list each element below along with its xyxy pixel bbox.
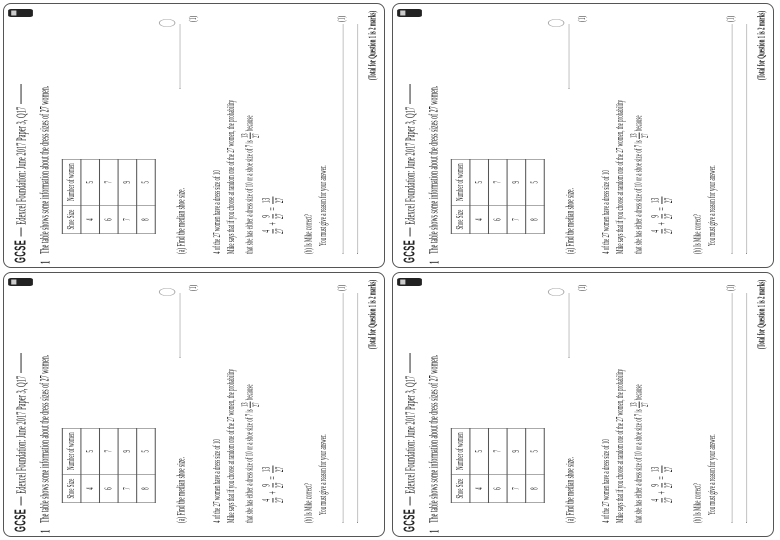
part-a-marks: (1) (187, 285, 200, 291)
table-cell: 7 (100, 428, 119, 474)
plus-sign: + (654, 491, 669, 495)
fraction (260, 229, 286, 235)
table-cell: 7 (118, 205, 137, 233)
para-line: 4 of the 27 women have a dress size of 10 (600, 439, 612, 523)
header-rule (21, 353, 22, 373)
answer-line-b[interactable] (746, 24, 747, 254)
numerator: 9 (260, 483, 273, 487)
table-row (470, 428, 489, 503)
margin-mark (548, 19, 565, 27)
numerator: 4 (649, 229, 662, 233)
numerator: 9 (260, 214, 273, 218)
numerator: 13 (649, 197, 662, 204)
worksheet-card (392, 3, 774, 268)
answer-line-b[interactable] (343, 293, 344, 523)
header-rule (21, 497, 22, 506)
worksheet-page (393, 273, 774, 537)
header-rule (410, 353, 411, 373)
question-intro: The table shows some information about the dress sizes of 27 women. (37, 85, 52, 254)
para-line: that she has either a dress size of 10 or a shoe size of 7 is (633, 409, 645, 523)
table-cell: 4 (470, 474, 489, 502)
numerator: 4 (649, 498, 662, 502)
calculator-icon (8, 9, 33, 17)
para-line: that she has either a dress size of 10 or a shoe size of 7 is (633, 140, 645, 254)
para-line: Mike says that if you choose at random one of the 27 women, the probability (614, 100, 627, 254)
para-line: Mike says that if you choose at random one of the 27 women, the probability (225, 100, 238, 254)
numerator: 4 (260, 229, 273, 233)
denominator: 27 (250, 133, 262, 139)
table-cell: 5 (470, 159, 489, 205)
equals-sign: = (265, 476, 280, 480)
table-header: Shoe Size (62, 205, 81, 233)
table-row (470, 159, 489, 234)
answer-line-b[interactable] (746, 293, 747, 523)
numerator: 13 (649, 466, 662, 473)
equals-sign: = (654, 207, 669, 211)
table-header: Number of women (451, 428, 470, 474)
para-line: that she has either a dress size of 10 or a shoe size of 7 is (244, 409, 256, 523)
numerator: 13 (239, 133, 250, 139)
margin-mark (159, 288, 176, 296)
table-cell: 5 (526, 159, 545, 205)
table-row (526, 159, 545, 234)
table-row (507, 428, 526, 503)
table-cell: 8 (526, 474, 545, 502)
header-rule (21, 228, 22, 237)
answer-line-b[interactable] (357, 24, 358, 254)
sheet-header (401, 84, 419, 263)
table-cell: 8 (137, 205, 156, 233)
table-cell: 4 (81, 474, 100, 502)
probability-equation (260, 197, 286, 234)
fraction (239, 402, 261, 409)
denominator: 27 (662, 482, 675, 489)
part-a-label: (a) Find the median shoe size. (175, 457, 188, 523)
table-header: Number of women (62, 428, 81, 474)
calculator-icon (8, 278, 33, 286)
numerator: 4 (260, 498, 273, 502)
question-intro: The table shows some information about the dress sizes of 27 women. (426, 85, 441, 254)
part-b-marks: (1) (725, 285, 737, 291)
denominator: 27 (662, 497, 675, 503)
part-b-marks: (1) (336, 285, 348, 291)
table-cell: 5 (470, 428, 489, 474)
table-cell: 6 (100, 474, 119, 502)
table-cell: 8 (137, 474, 156, 502)
table-header: Number of women (451, 159, 470, 205)
question-intro: The table shows some information about the dress sizes of 27 women. (426, 354, 441, 523)
table-cell: 6 (489, 474, 508, 502)
brand-label: GCSE (12, 239, 30, 263)
table-cell: 5 (137, 428, 156, 474)
source-label: Edexcel Foundation: June 2017 Paper 3, Q17 (401, 375, 418, 494)
para-line: 4 of the 27 women have a dress size of 10 (600, 170, 612, 254)
question-number: 1 (426, 260, 442, 264)
table-cell: 5 (137, 159, 156, 205)
question-total: (Total for Question 1 is 2 marks) (367, 280, 379, 350)
part-b-label: (b) Is Mike correct? (692, 483, 704, 523)
para-line: because (633, 115, 645, 132)
table-cell: 6 (100, 205, 119, 233)
denominator: 27 (273, 466, 286, 473)
part-a-marks: (1) (187, 16, 200, 22)
table-row (118, 428, 137, 503)
table-row (489, 428, 508, 503)
table-row (489, 159, 508, 234)
numerator: 13 (628, 402, 639, 408)
table-row (100, 159, 119, 234)
para-line: that she has either a dress size of 10 or a shoe size of 7 is (244, 140, 256, 254)
table-header: Shoe Size (451, 205, 470, 233)
table-cell: 9 (118, 159, 137, 205)
probability-equation (260, 466, 286, 503)
numerator: 13 (260, 197, 273, 204)
answer-line-a[interactable] (180, 293, 181, 358)
denominator: 27 (273, 228, 286, 234)
margin-mark (159, 19, 176, 27)
table-cell: 7 (118, 474, 137, 502)
fraction (649, 498, 675, 504)
worksheet-card (392, 272, 774, 537)
fraction (260, 498, 286, 504)
mike-paragraph (599, 369, 650, 523)
numerator: 9 (649, 483, 662, 487)
calculator-icon (397, 9, 422, 17)
fraction (239, 133, 261, 140)
question-total: (Total for Question 1 is 2 marks) (367, 11, 379, 81)
para-line: 4 of the 27 women have a dress size of 10 (211, 170, 223, 254)
fraction (649, 483, 675, 489)
part-b-instruction: You must give a reason for your answer. (317, 165, 330, 246)
table-cell: 9 (507, 428, 526, 474)
answer-line-b[interactable] (343, 24, 344, 254)
denominator: 27 (273, 197, 286, 204)
numerator: 13 (628, 133, 639, 139)
table-row (507, 159, 526, 234)
para-line: because (633, 384, 645, 401)
part-b-label: (b) Is Mike correct? (303, 214, 315, 254)
denominator: 27 (250, 402, 262, 408)
para-line: 4 of the 27 women have a dress size of 10 (211, 439, 223, 523)
numerator: 13 (239, 402, 250, 408)
part-a-label: (a) Find the median shoe size. (564, 188, 577, 254)
mike-paragraph (210, 369, 261, 523)
table-header: Number of women (62, 159, 81, 205)
fraction (628, 402, 650, 409)
denominator: 27 (639, 133, 651, 139)
part-b-label: (b) Is Mike correct? (303, 483, 315, 523)
answer-line-a[interactable] (569, 24, 570, 89)
sheet-header (12, 353, 30, 532)
answer-line-b[interactable] (732, 293, 733, 523)
plus-sign: + (654, 222, 669, 226)
worksheet-card (3, 272, 385, 537)
table-cell: 7 (489, 159, 508, 205)
table-cell: 7 (507, 474, 526, 502)
brand-label: GCSE (12, 508, 30, 532)
source-label: Edexcel Foundation: June 2017 Paper 3, Q17 (12, 106, 29, 225)
denominator: 27 (662, 213, 675, 220)
table-row (137, 428, 156, 503)
probability-equation (649, 197, 675, 234)
part-b-label: (b) Is Mike correct? (692, 214, 704, 254)
table-row (118, 159, 137, 234)
table-cell: 8 (526, 205, 545, 233)
table-cell: 4 (81, 205, 100, 233)
part-b-instruction: You must give a reason for your answer. (706, 165, 719, 246)
source-label: Edexcel Foundation: June 2017 Paper 3, Q17 (401, 106, 418, 225)
denominator: 27 (273, 482, 286, 489)
answer-line-b[interactable] (357, 293, 358, 523)
table-cell: 5 (526, 428, 545, 474)
worksheet-card (3, 3, 385, 268)
worksheet-page (4, 4, 385, 268)
table-header: Shoe Size (62, 474, 81, 502)
part-b-instruction: You must give a reason for your answer. (317, 434, 330, 515)
table-row (100, 428, 119, 503)
table-cell: 6 (489, 205, 508, 233)
equals-sign: = (654, 476, 669, 480)
table-header: Shoe Size (451, 474, 470, 502)
part-a-label: (a) Find the median shoe size. (175, 188, 188, 254)
part-b-marks: (1) (725, 16, 737, 22)
worksheet-page (4, 273, 385, 537)
table-cell: 5 (81, 159, 100, 205)
source-label: Edexcel Foundation: June 2017 Paper 3, Q17 (12, 375, 29, 494)
question-number: 1 (426, 529, 442, 533)
answer-line-a[interactable] (180, 24, 181, 89)
brand-label: GCSE (401, 508, 419, 532)
table-row (81, 428, 100, 503)
fraction (649, 466, 675, 474)
part-a-marks: (1) (576, 16, 589, 22)
table-cell: 4 (470, 205, 489, 233)
sheet-header (401, 353, 419, 532)
table-cell: 7 (489, 428, 508, 474)
header-rule (410, 228, 411, 237)
fraction (649, 214, 675, 220)
part-b-marks: (1) (336, 16, 348, 22)
worksheet-page (393, 4, 774, 268)
equals-sign: = (265, 207, 280, 211)
mike-paragraph (210, 100, 261, 254)
denominator: 27 (273, 213, 286, 220)
sheet-header (12, 84, 30, 263)
denominator: 27 (662, 466, 675, 473)
table-row (137, 159, 156, 234)
para-line: because (244, 384, 256, 401)
denominator: 27 (639, 402, 651, 408)
table-cell: 9 (118, 428, 137, 474)
fraction (649, 197, 675, 205)
question-intro: The table shows some information about the dress sizes of 27 women. (37, 354, 52, 523)
answer-line-b[interactable] (732, 24, 733, 254)
para-line: because (244, 115, 256, 132)
para-line: Mike says that if you choose at random one of the 27 women, the probability (614, 369, 627, 523)
calculator-icon (397, 278, 422, 286)
table-row (81, 159, 100, 234)
question-total: (Total for Question 1 is 2 marks) (756, 11, 768, 81)
question-number: 1 (37, 529, 53, 533)
table-cell: 7 (507, 205, 526, 233)
part-a-marks: (1) (576, 285, 589, 291)
question-total: (Total for Question 1 is 2 marks) (756, 280, 768, 350)
plus-sign: + (265, 491, 280, 495)
part-a-label: (a) Find the median shoe size. (564, 457, 577, 523)
shoe-size-table (62, 428, 156, 503)
header-rule (410, 497, 411, 506)
shoe-size-table (451, 428, 545, 503)
header-rule (21, 84, 22, 104)
table-cell: 5 (81, 428, 100, 474)
table-cell: 7 (100, 159, 119, 205)
denominator: 27 (273, 497, 286, 503)
fraction (628, 133, 650, 140)
table-row (526, 428, 545, 503)
fraction (649, 229, 675, 235)
brand-label: GCSE (401, 239, 419, 263)
para-line: Mike says that if you choose at random one of the 27 women, the probability (225, 369, 238, 523)
table-cell: 9 (507, 159, 526, 205)
numerator: 9 (649, 214, 662, 218)
fraction (260, 483, 286, 489)
plus-sign: + (265, 222, 280, 226)
answer-line-a[interactable] (569, 293, 570, 358)
question-number: 1 (37, 260, 53, 264)
header-rule (410, 84, 411, 104)
fraction (260, 466, 286, 474)
probability-equation (649, 466, 675, 503)
denominator: 27 (662, 197, 675, 204)
shoe-size-table (62, 159, 156, 234)
mike-paragraph (599, 100, 650, 254)
fraction (260, 197, 286, 205)
margin-mark (548, 288, 565, 296)
fraction (260, 214, 286, 220)
part-b-instruction: You must give a reason for your answer. (706, 434, 719, 515)
denominator: 27 (662, 228, 675, 234)
numerator: 13 (260, 466, 273, 473)
shoe-size-table (451, 159, 545, 234)
